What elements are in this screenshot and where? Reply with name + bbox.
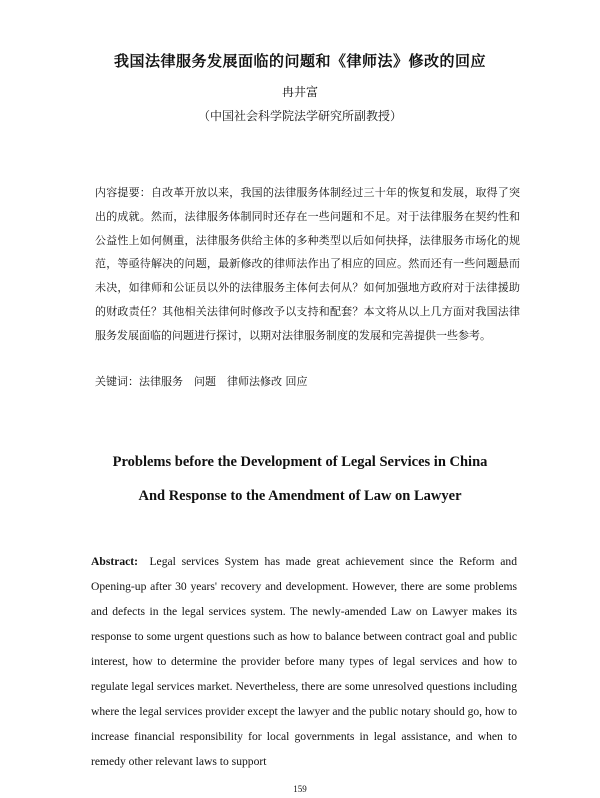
english-title-line-1: Problems before the Development of Legal Services in China bbox=[112, 454, 488, 470]
author-affiliation: （中国社会科学院法学研究所副教授） bbox=[197, 109, 402, 123]
english-abstract-text: Legal services System has made great achievement since the Reform and Opening-up after 30 years' recovery and development. However, there are some problems and defects in the legal services system. The newly-amended Law on Lawyer makes its response to some urgent questions such as how to balance between contract goal and public interest, how to determine the provider before many types of legal services and how to regulate legal services market. Nevertheless, there are some unresolved questions including where the legal services provider except the lawyer and the public notary should go, how to increase financial responsibility for local governments in legal assistance, and when to remedy other relevant laws to support bbox=[91, 555, 518, 768]
page-number: 159 bbox=[293, 784, 307, 794]
author-name: 冉井富 bbox=[281, 85, 318, 99]
english-abstract-label: Abstract: bbox=[91, 555, 139, 568]
english-title-line-2: And Response to the Amendment of Law on Lawyer bbox=[138, 488, 462, 504]
chinese-title: 我国法律服务发展面临的问题和《律师法》修改的回应 bbox=[113, 52, 486, 70]
english-abstract bbox=[91, 549, 517, 774]
chinese-keywords: 关键词：法律服务 问题 律师法修改 回应 bbox=[95, 375, 308, 388]
chinese-abstract: 内容提要：自改革开放以来，我国的法律服务体制经过三十年的恢复和发展，取得了突出的成就。然而，法律服务体制同时还存在一些问题和不足。对于法律服务在契约性和公益性上如何侧重，法律服务供给主体的多种类型以后如何抉择，法律服务市场化的规范，等亟待解决的问题，最新修改的律师法作出了相应的回应。然而还有一些问题悬而未决，如律师和公证员以外的法律服务主体何去何从？如何加强地方政府对于法律援助的财政责任？其他相关法律何时修改予以支持和配套？本文将从以上几方面对我国法律服务发展面临的问题进行探讨，以期对法律服务制度的发展和完善提供一些参考。 bbox=[95, 186, 520, 342]
